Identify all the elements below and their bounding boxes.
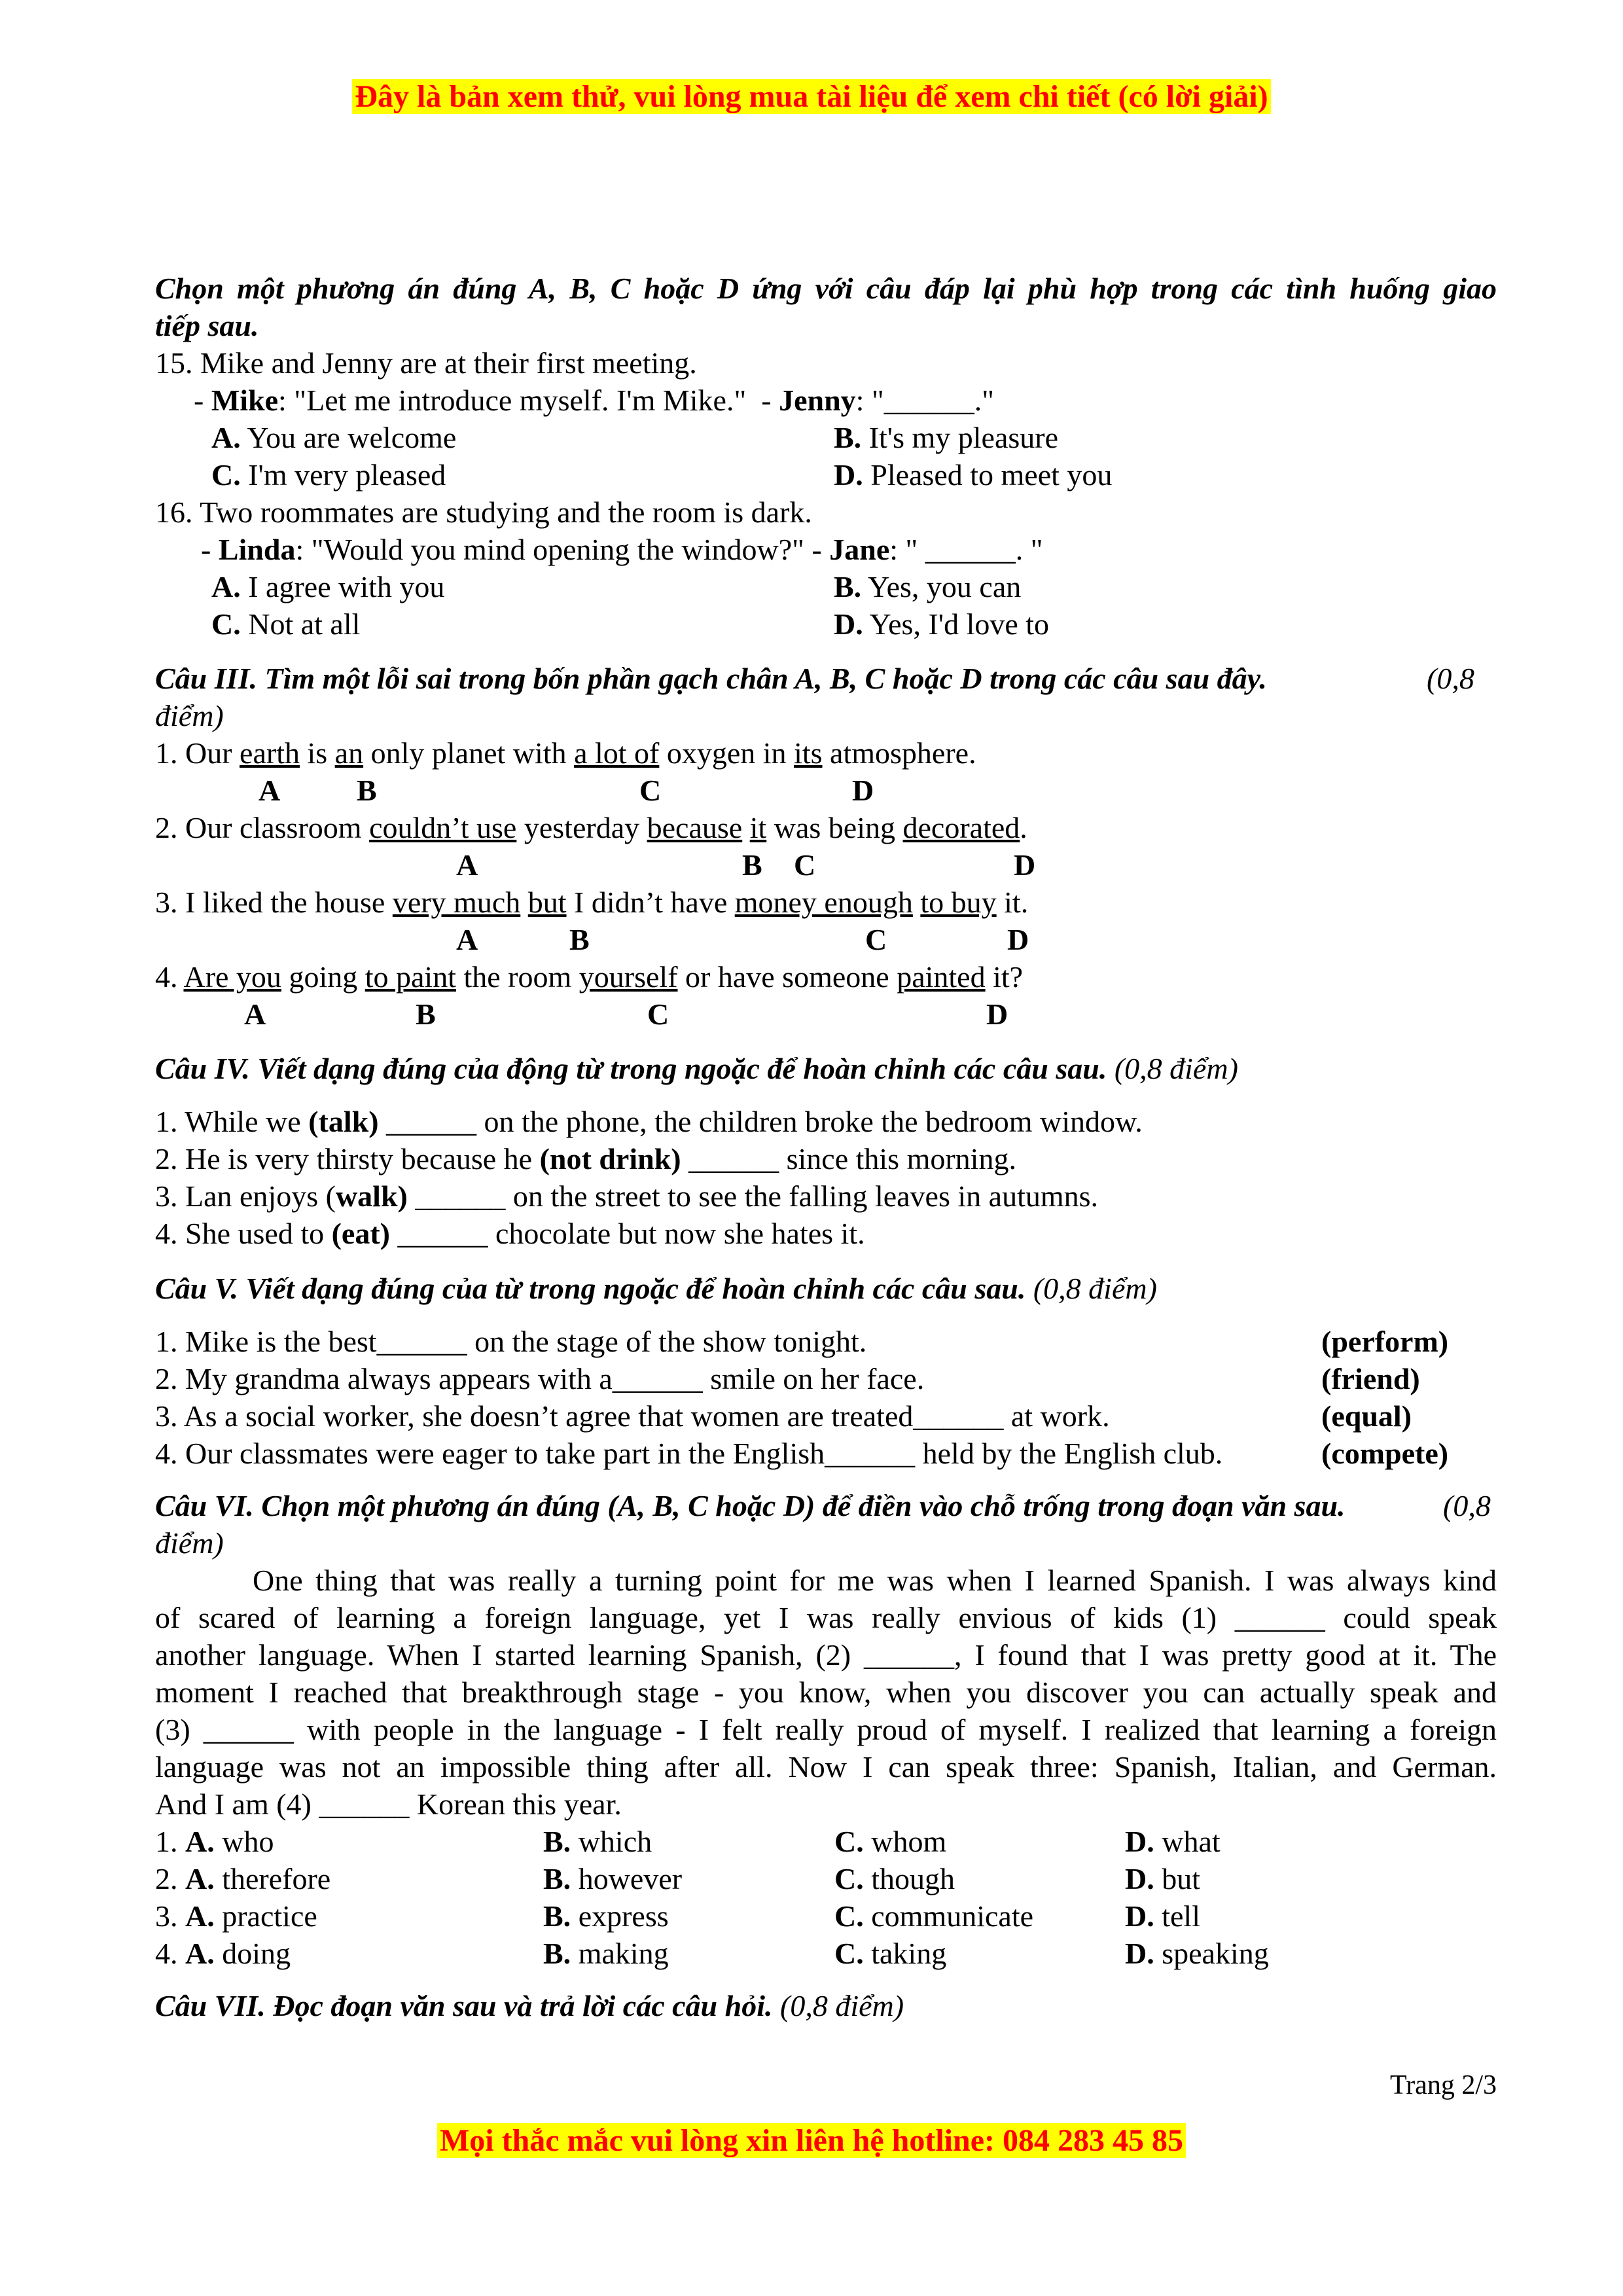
error-sentence-2: 2. Our classroom couldn’t use yesterday because it was being decorated. bbox=[155, 811, 1027, 844]
cloze-option-3-c: C. communicate bbox=[834, 1899, 1034, 1933]
cloze-option-1-a: 1. A. who bbox=[155, 1825, 274, 1858]
question-16-dialogue: - Linda: "Would you mind opening the window?" - Jane: " ______. " bbox=[201, 533, 1043, 566]
section7-points: (0,8 điểm) bbox=[772, 1989, 904, 2022]
section6-title: Câu VI. Chọn một phương án đúng (A, B, C hoặc D) để điền vào chỗ trống trong đoạn văn sau. bbox=[155, 1489, 1346, 1522]
word-form-hint-3: (equal) bbox=[1321, 1399, 1412, 1433]
label-c: C bbox=[865, 923, 887, 956]
passage-line-7: And I am (4) ______ Korean this year. bbox=[155, 1787, 622, 1821]
section5-heading bbox=[155, 1270, 1157, 1307]
label-b: B bbox=[357, 774, 377, 807]
preview-banner bbox=[0, 77, 1623, 117]
speaker-mike: Mike bbox=[211, 384, 279, 417]
cloze-option-1-b: B. which bbox=[543, 1825, 652, 1858]
cloze-option-3-d: D. tell bbox=[1125, 1899, 1200, 1933]
label-d: D bbox=[852, 774, 874, 807]
label-c: C bbox=[639, 774, 662, 807]
speaker-jane: Jane bbox=[829, 533, 890, 566]
word-form-hint-4: (compete) bbox=[1321, 1437, 1449, 1470]
page-number: Trang 2/3 bbox=[1390, 2070, 1497, 2100]
passage-line-3: another language. When I started learning Spanish, (2) ______, I found that I was pretty good at it. The bbox=[155, 1638, 1497, 1672]
speaker-linda: Linda bbox=[218, 533, 296, 566]
error-sentence-4: 4. Are you going to paint the room yourself or have someone painted it? bbox=[155, 960, 1024, 994]
question-16-option-b: B. Yes, you can bbox=[834, 570, 1022, 603]
passage-line-4: moment I reached that breakthrough stage - you know, when you discover you can actually speak and bbox=[155, 1676, 1497, 1709]
error-sentence-3: 3. I liked the house very much but I didn’t have money enough to buy it. bbox=[155, 886, 1029, 919]
cloze-option-1-c: C. whom bbox=[834, 1825, 947, 1858]
word-form-item-3: 3. As a social worker, she doesn’t agree that women are treated______ at work. bbox=[155, 1399, 1110, 1433]
label-a: A bbox=[456, 848, 478, 882]
question-16-option-c: C. Not at all bbox=[211, 607, 361, 641]
section2-instruction-line1: Chọn một phương án đúng A, B, C hoặc D ứng với câu đáp lại phù hợp trong các tình huống giao bbox=[155, 272, 1497, 305]
passage-line-1: One thing that was really a turning point for me was when I learned Spanish. I was always kind bbox=[253, 1564, 1497, 1597]
hotline-banner bbox=[0, 2121, 1623, 2161]
question-16-option-d: D. Yes, I'd love to bbox=[834, 607, 1050, 641]
cloze-option-2-a: 2. A. therefore bbox=[155, 1862, 331, 1895]
word-form-item-2: 2. My grandma always appears with a______ smile on her face. bbox=[155, 1362, 925, 1395]
cloze-option-3-a: 3. A. practice bbox=[155, 1899, 317, 1933]
error-sentence-1: 1. Our earth is an only planet with a lot of oxygen in its atmosphere. bbox=[155, 736, 976, 770]
question-15-dialogue: - Mike: "Let me introduce myself. I'm Mike." - Jenny: "______." bbox=[194, 384, 995, 417]
label-b: B bbox=[742, 848, 762, 882]
label-d: D bbox=[986, 997, 1008, 1031]
word-form-item-4: 4. Our classmates were eager to take part in the English______ held by the English club. bbox=[155, 1437, 1223, 1470]
preview-banner-text: Đây là bản xem thử, vui lòng mua tài liệu để xem chi tiết (có lời giải) bbox=[352, 79, 1270, 114]
cloze-option-2-c: C. though bbox=[834, 1862, 955, 1895]
cloze-option-1-d: D. what bbox=[1125, 1825, 1221, 1858]
question-16-option-a: A. I agree with you bbox=[211, 570, 445, 603]
cloze-option-3-b: B. express bbox=[543, 1899, 669, 1933]
cloze-option-2-d: D. but bbox=[1125, 1862, 1201, 1895]
passage-line-5: (3) ______ with people in the language - I felt really proud of myself. I realized that learning a foreign bbox=[155, 1713, 1497, 1746]
verb-item-2: 2. He is very thirsty because he (not drink) ______ since this morning. bbox=[155, 1142, 1016, 1175]
section3-points-cont: điểm) bbox=[155, 699, 224, 732]
cloze-option-2-b: B. however bbox=[543, 1862, 683, 1895]
hotline-banner-text: Mọi thắc mắc vui lòng xin liên hệ hotline: 084 283 45 85 bbox=[437, 2123, 1186, 2158]
label-c: C bbox=[647, 997, 669, 1031]
verb-item-4: 4. She used to (eat) ______ chocolate but now she hates it. bbox=[155, 1217, 865, 1250]
question-15-option-c: C. I'm very pleased bbox=[211, 458, 446, 492]
speaker-jenny: Jenny bbox=[779, 384, 856, 417]
section4-points: (0,8 điểm) bbox=[1107, 1052, 1238, 1085]
section7-title: Câu VII. Đọc đoạn văn sau và trả lời các câu hỏi. bbox=[155, 1989, 773, 2022]
cloze-option-4-c: C. taking bbox=[834, 1937, 947, 1970]
section6-points-cont: điểm) bbox=[155, 1526, 224, 1560]
word-form-item-1: 1. Mike is the best______ on the stage of the show tonight. bbox=[155, 1325, 867, 1358]
question-16-stem: 16. Two roommates are studying and the room is dark. bbox=[155, 495, 812, 529]
passage-line-2: of scared of learning a foreign language, yet I was really envious of kids (1) ______ could speak bbox=[155, 1601, 1497, 1634]
label-c: C bbox=[794, 848, 816, 882]
section4-heading bbox=[155, 1050, 1238, 1087]
section5-points: (0,8 điểm) bbox=[1026, 1272, 1157, 1305]
section6-points: (0,8 bbox=[1443, 1489, 1491, 1522]
verb-item-3: 3. Lan enjoys (walk) ______ on the street to see the falling leaves in autumns. bbox=[155, 1179, 1099, 1213]
cloze-option-4-a: 4. A. doing bbox=[155, 1937, 291, 1970]
section2-instruction-line2: tiếp sau. bbox=[155, 309, 259, 342]
label-d: D bbox=[1014, 848, 1036, 882]
question-15-option-d: D. Pleased to meet you bbox=[834, 458, 1113, 492]
section3-title: Câu III. Tìm một lỗi sai trong bốn phần gạch chân A, B, C hoặc D trong các câu sau đây. bbox=[155, 662, 1267, 695]
question-15-option-a: A. You are welcome bbox=[211, 421, 457, 454]
section3-points: (0,8 bbox=[1427, 662, 1474, 695]
label-b: B bbox=[416, 997, 436, 1031]
label-a: A bbox=[244, 997, 266, 1031]
section5-title: Câu V. Viết dạng đúng của từ trong ngoặc để hoàn chỉnh các câu sau. bbox=[155, 1272, 1026, 1305]
question-15-option-b: B. It's my pleasure bbox=[834, 421, 1059, 454]
word-form-hint-1: (perform) bbox=[1321, 1325, 1449, 1358]
verb-item-1: 1. While we (talk) ______ on the phone, the children broke the bedroom window. bbox=[155, 1105, 1143, 1138]
section4-title: Câu IV. Viết dạng đúng của động từ trong ngoặc để hoàn chỉnh các câu sau. bbox=[155, 1052, 1107, 1085]
label-b: B bbox=[569, 923, 590, 956]
passage-line-6: language was not an impossible thing after all. Now I can speak three: Spanish, Italian, and German. bbox=[155, 1750, 1497, 1784]
label-d: D bbox=[1007, 923, 1029, 956]
question-15-stem: 15. Mike and Jenny are at their first meeting. bbox=[155, 346, 697, 380]
label-a: A bbox=[456, 923, 478, 956]
section7-heading bbox=[155, 1987, 904, 2024]
label-a: A bbox=[259, 774, 281, 807]
cloze-option-4-b: B. making bbox=[543, 1937, 669, 1970]
cloze-option-4-d: D. speaking bbox=[1125, 1937, 1269, 1970]
word-form-hint-2: (friend) bbox=[1321, 1362, 1420, 1395]
